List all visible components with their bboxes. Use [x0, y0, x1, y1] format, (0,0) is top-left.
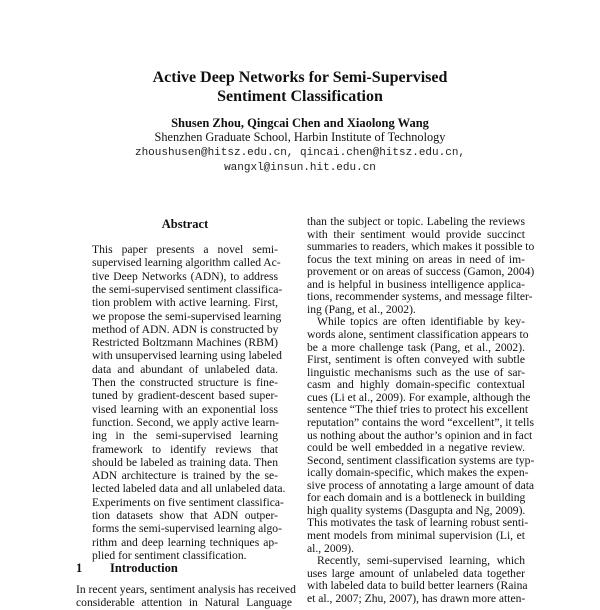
text-line: us nothing about the author’s opinion and in fact: [307, 428, 533, 442]
text-line: sentence “The thief tries to protect his excellent: [307, 403, 529, 417]
text-line: with unsupervised learning using labeled: [92, 349, 282, 363]
text-line: This paper presents a novel semi-: [92, 243, 278, 256]
abstract-heading: Abstract: [161, 217, 209, 231]
text-line: should be labeled as training data. Then: [92, 455, 278, 469]
text-line: and is helpful in business intelligence applica-: [307, 277, 525, 291]
text-line: tions, recommender systems, and message filter-: [307, 290, 533, 304]
text-line: with their sentiment would provide succinct: [307, 227, 525, 241]
section-title: Introduction: [110, 561, 178, 575]
text-line: In recent years, sentiment analysis has received: [76, 583, 296, 596]
text-line: function. Second, we apply active learn-: [92, 415, 280, 429]
text-line: Recently, semi-supervised learning, which: [317, 554, 525, 568]
text-line: tive Deep Networks (ADN), to address: [92, 269, 278, 283]
text-line: tion problem with active learning. First,: [92, 296, 278, 310]
text-line: we propose the semi-supervised learning: [92, 309, 282, 323]
text-line: Second, sentiment classification systems are typ-: [307, 453, 535, 467]
text-line: reputation” contains the word “excellent”, it tells: [307, 415, 534, 429]
text-line: plied for sentiment classification.: [92, 548, 247, 562]
affiliation: Shenzhen Graduate School, Harbin Institute of Technology: [154, 130, 446, 144]
text-line: be a more challenge task (Pang, et al., 2002).: [307, 340, 525, 354]
paper-title-line-2: Sentiment Classification: [217, 88, 383, 105]
text-line: uses large amount of unlabeled data together: [307, 566, 525, 580]
emails-line-1: zhoushusen@hitsz.edu.cn, qincai.chen@hitsz.edu.cn,: [134, 147, 466, 159]
text-line: words alone, sentiment classification appears to: [307, 328, 529, 342]
text-line: ing in the semi-supervised learning: [92, 429, 278, 443]
text-line: This motivates the task of learning robust senti-: [307, 516, 529, 530]
text-line: casm and highly domain-specific contextual: [307, 378, 525, 392]
text-line: et al., 2007; Zhu, 2007), has drawn more atten-: [307, 591, 526, 605]
text-line: ing (Pang, et al., 2002).: [307, 302, 416, 316]
text-line: sive process of annotating a large amount of data: [307, 478, 535, 492]
text-line: vised learning with an exponential loss: [92, 402, 278, 416]
text-line: method of ADN. ADN is constructed by: [92, 322, 279, 336]
authors: Shusen Zhou, Qingcai Chen and Xiaolong Wang: [171, 116, 429, 130]
text-line: Restricted Boltzmann Machines (RBM): [92, 336, 278, 350]
section-number: 1: [76, 561, 83, 575]
text-line: tion datasets show that ADN outper-: [92, 509, 278, 522]
text-line: lected labeled data and all unlabeled data.: [92, 482, 286, 496]
text-line: provement or on areas of success (Gamon, 2004): [307, 265, 535, 279]
text-line: While topics are often identifiable by key-: [317, 315, 525, 329]
text-line: al., 2009).: [307, 541, 355, 555]
text-line: could be well embedded in a negative review.: [307, 441, 525, 455]
text-line: First, sentiment is often conveyed with subtle: [307, 353, 525, 367]
text-line: the semi-supervised sentiment classifica-: [92, 282, 283, 296]
text-line: rithm and deep learning techniques ap-: [92, 535, 278, 549]
text-line: ically domain-specific, which makes the expen-: [307, 466, 529, 480]
text-line: ADN architecture is trained by the se-: [92, 469, 278, 483]
text-line: Then the constructed structure is fine-: [92, 376, 278, 389]
text-line: data and abundant of unlabeled data.: [92, 362, 278, 376]
text-line: cues (Li et al., 2009). For example, although the: [307, 390, 531, 404]
text-line: forms the semi-supervised learning algo-: [92, 522, 282, 536]
text-line: supervised learning algorithm called Ac-: [92, 256, 281, 270]
text-line: framework to identify reviews that: [92, 442, 278, 456]
text-line: linguistic mechanisms such as the use of sar-: [307, 365, 525, 379]
text-line: than the subject or topic. Labeling the reviews: [307, 215, 525, 228]
text-line: tuned by gradient-descent based super-: [92, 389, 278, 403]
section-heading-introduction: [76, 561, 178, 576]
text-line: high quality systems (Dasgupta and Ng, 2009).: [307, 503, 526, 517]
text-line: with labeled data to build better learners (Raina: [307, 579, 528, 593]
text-line: Experiments on five sentiment classifica-: [92, 495, 284, 509]
text-line: focus the text mining on areas in need of im-: [307, 252, 525, 266]
text-line: ment models from minimal supervision (Li, et: [307, 529, 525, 542]
emails-line-2: wangxl@insun.hit.edu.cn: [224, 162, 376, 174]
paper-title-line-1: Active Deep Networks for Semi-Supervised: [152, 69, 448, 86]
text-line: for each domain and is a bottleneck in building: [307, 491, 526, 505]
text-line: considerable attention in Natural Language: [76, 596, 292, 610]
text-line: summaries to readers, which makes it possible to: [307, 240, 535, 254]
